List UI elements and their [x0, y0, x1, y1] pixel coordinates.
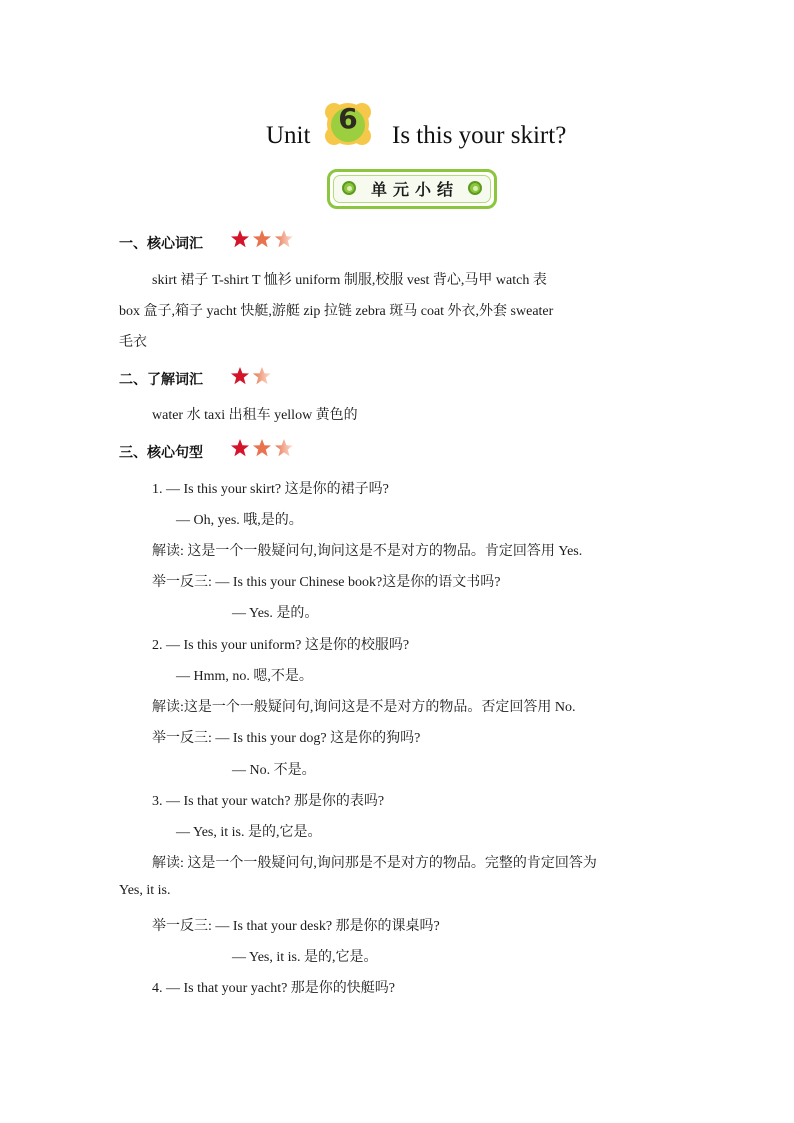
unit-number-badge — [324, 100, 372, 152]
sentence-line: 举一反三: — Is this your Chinese book?这是你的语文书吗? — [152, 575, 501, 590]
sentence-line: — No. 不是。 — [232, 763, 316, 778]
star-full-icon — [231, 367, 249, 384]
core-vocab-line-1: skirt 裙子 T-shirt T 恤衫 uniform 制服,校服 vest 背心,马甲 watch 表 — [152, 273, 547, 288]
core-vocab-line-2: box 盒子,箱子 yacht 快艇,游艇 zip 拉链 zebra 斑马 coat 外衣,外套 sweater — [119, 304, 554, 319]
unit-word: Unit — [266, 122, 311, 149]
sentence-line: — Oh, yes. 哦,是的。 — [176, 513, 303, 528]
sentence-line: 解读:这是一个一般疑问句,询问这是不是对方的物品。否定回答用 No. — [152, 700, 576, 715]
heading-core-vocab: 一、核心词汇 — [119, 236, 203, 252]
sentence-line: — Hmm, no. 嗯,不是。 — [176, 669, 313, 684]
core-vocab-line-3: 毛衣 — [119, 335, 147, 350]
sentence-line: 1. — Is this your skirt? 这是你的裙子吗? — [152, 482, 389, 497]
sentence-line: 4. — Is that your yacht? 那是你的快艇吗? — [152, 981, 396, 996]
know-vocab-stars — [230, 366, 274, 386]
core-sentences-stars — [230, 438, 296, 458]
star-half-icon — [253, 367, 271, 384]
sentence-line: — Yes, it is. 是的,它是。 — [176, 825, 322, 840]
sentence-line: 3. — Is that your watch? 那是你的表吗? — [152, 794, 385, 809]
heading-core-sentences: 三、核心句型 — [119, 445, 203, 461]
star-half-icon — [275, 230, 293, 247]
unit-title-row — [0, 100, 794, 160]
sentence-line: Yes, it is. — [119, 883, 171, 898]
banner-label: 单元小结 — [370, 180, 459, 199]
sentence-line: 举一反三: — Is this your dog? 这是你的狗吗? — [152, 731, 421, 746]
lesson-title: Is this your skirt? — [392, 122, 567, 149]
know-vocab-line-1: water 水 taxi 出租车 yellow 黄色的 — [152, 408, 358, 423]
sentence-line: — Yes. 是的。 — [232, 606, 319, 621]
sentence-line: 举一反三: — Is that your desk? 那是你的课桌吗? — [152, 919, 440, 934]
star-full-icon — [231, 230, 249, 247]
unit-summary-banner — [327, 169, 497, 209]
star-full-icon — [231, 439, 249, 456]
star-half-icon — [275, 439, 293, 456]
sentence-line: — Yes, it is. 是的,它是。 — [232, 950, 378, 965]
sentence-line: 解读: 这是一个一般疑问句,询问那是不是对方的物品。完整的肯定回答为 — [152, 856, 597, 871]
unit-number: 6 — [338, 102, 358, 135]
sentence-line: 2. — Is this your uniform? 这是你的校服吗? — [152, 638, 410, 653]
star-full-icon — [253, 439, 271, 456]
core-vocab-stars — [230, 229, 296, 249]
sentence-line: 解读: 这是一个一般疑问句,询问这是不是对方的物品。肯定回答用 Yes. — [152, 544, 583, 559]
heading-know-vocab: 二、了解词汇 — [119, 372, 203, 388]
star-full-icon — [253, 230, 271, 247]
